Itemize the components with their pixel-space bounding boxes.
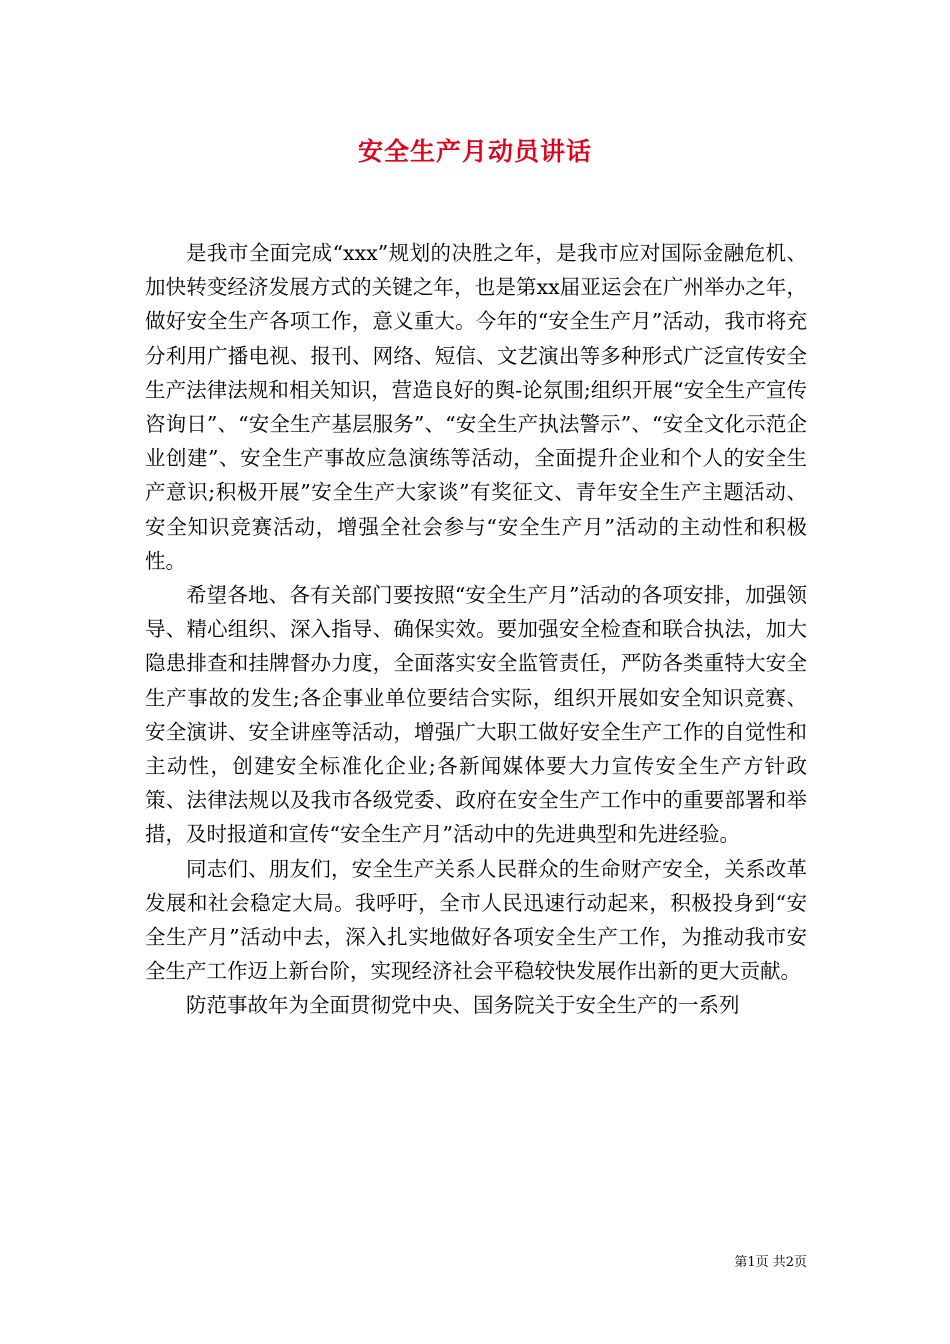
paragraph-2: 希望各地、各有关部门要按照“安全生产月”活动的各项安排，加强领导、精心组织、深入指导、确保实效。要加强安全检查和联合执法，加大隐患排查和挂牌督办力度，全面落实安全监管责任，严防各类重特大安全生产事故的发生;各企事业单位要结合实际，组织开展如安全知识竞赛、安全演讲、安全讲座等活动，增强广大职工做好安全生产工作的自觉性和主动性，创建安全标准化企业;各新闻媒体要大力宣传安全生产方针政策、法律法规以及我市各级党委、政府在安全生产工作中的重要部署和举措，及时报道和宣传“安全生产月”活动中的先进典型和先进经验。 — [145, 583, 807, 847]
document-body — [145, 236, 807, 1023]
paragraph-3: 同志们、朋友们，安全生产关系人民群众的生命财产安全，关系改革发展和社会稳定大局。我呼吁，全市人民迅速行动起来，积极投身到“安全生产月”活动中去，深入扎实地做好各项安全生产工作，为推动我市安全生产工作迈上新台阶，实现经济社会平稳较快发展作出新的更大贡献。 — [145, 856, 807, 984]
page-number: 第1页 共2页 — [734, 1255, 807, 1270]
document-title: 安全生产月动员讲话 — [357, 137, 592, 166]
paragraph-4: 防范事故年为全面贯彻党中央、国务院关于安全生产的一系列 — [186, 993, 740, 1018]
paragraph-1: 是我市全面完成“xxx”规划的决胜之年，是我市应对国际金融危机、加快转变经济发展方式的关键之年，也是第xx届亚运会在广州举办之年，做好安全生产各项工作，意义重大。今年的“安全生产月”活动，我市将充分利用广播电视、报刊、网络、短信、文艺演出等多种形式广泛宣传安全生产法律法规和相关知识，营造良好的舆-论氛围;组织开展“安全生产宣传咨询日”、“安全生产基层服务”、“安全生产执法警示”、“安全文化示范企业创建”、安全生产事故应急演练等活动，全面提升企业和个人的安全生产意识;积极开展”安全生产大家谈”有奖征文、青年安全生产主题活动、安全知识竞赛活动，增强全社会参与“安全生产月”活动的主动性和积极性。 — [145, 241, 807, 573]
